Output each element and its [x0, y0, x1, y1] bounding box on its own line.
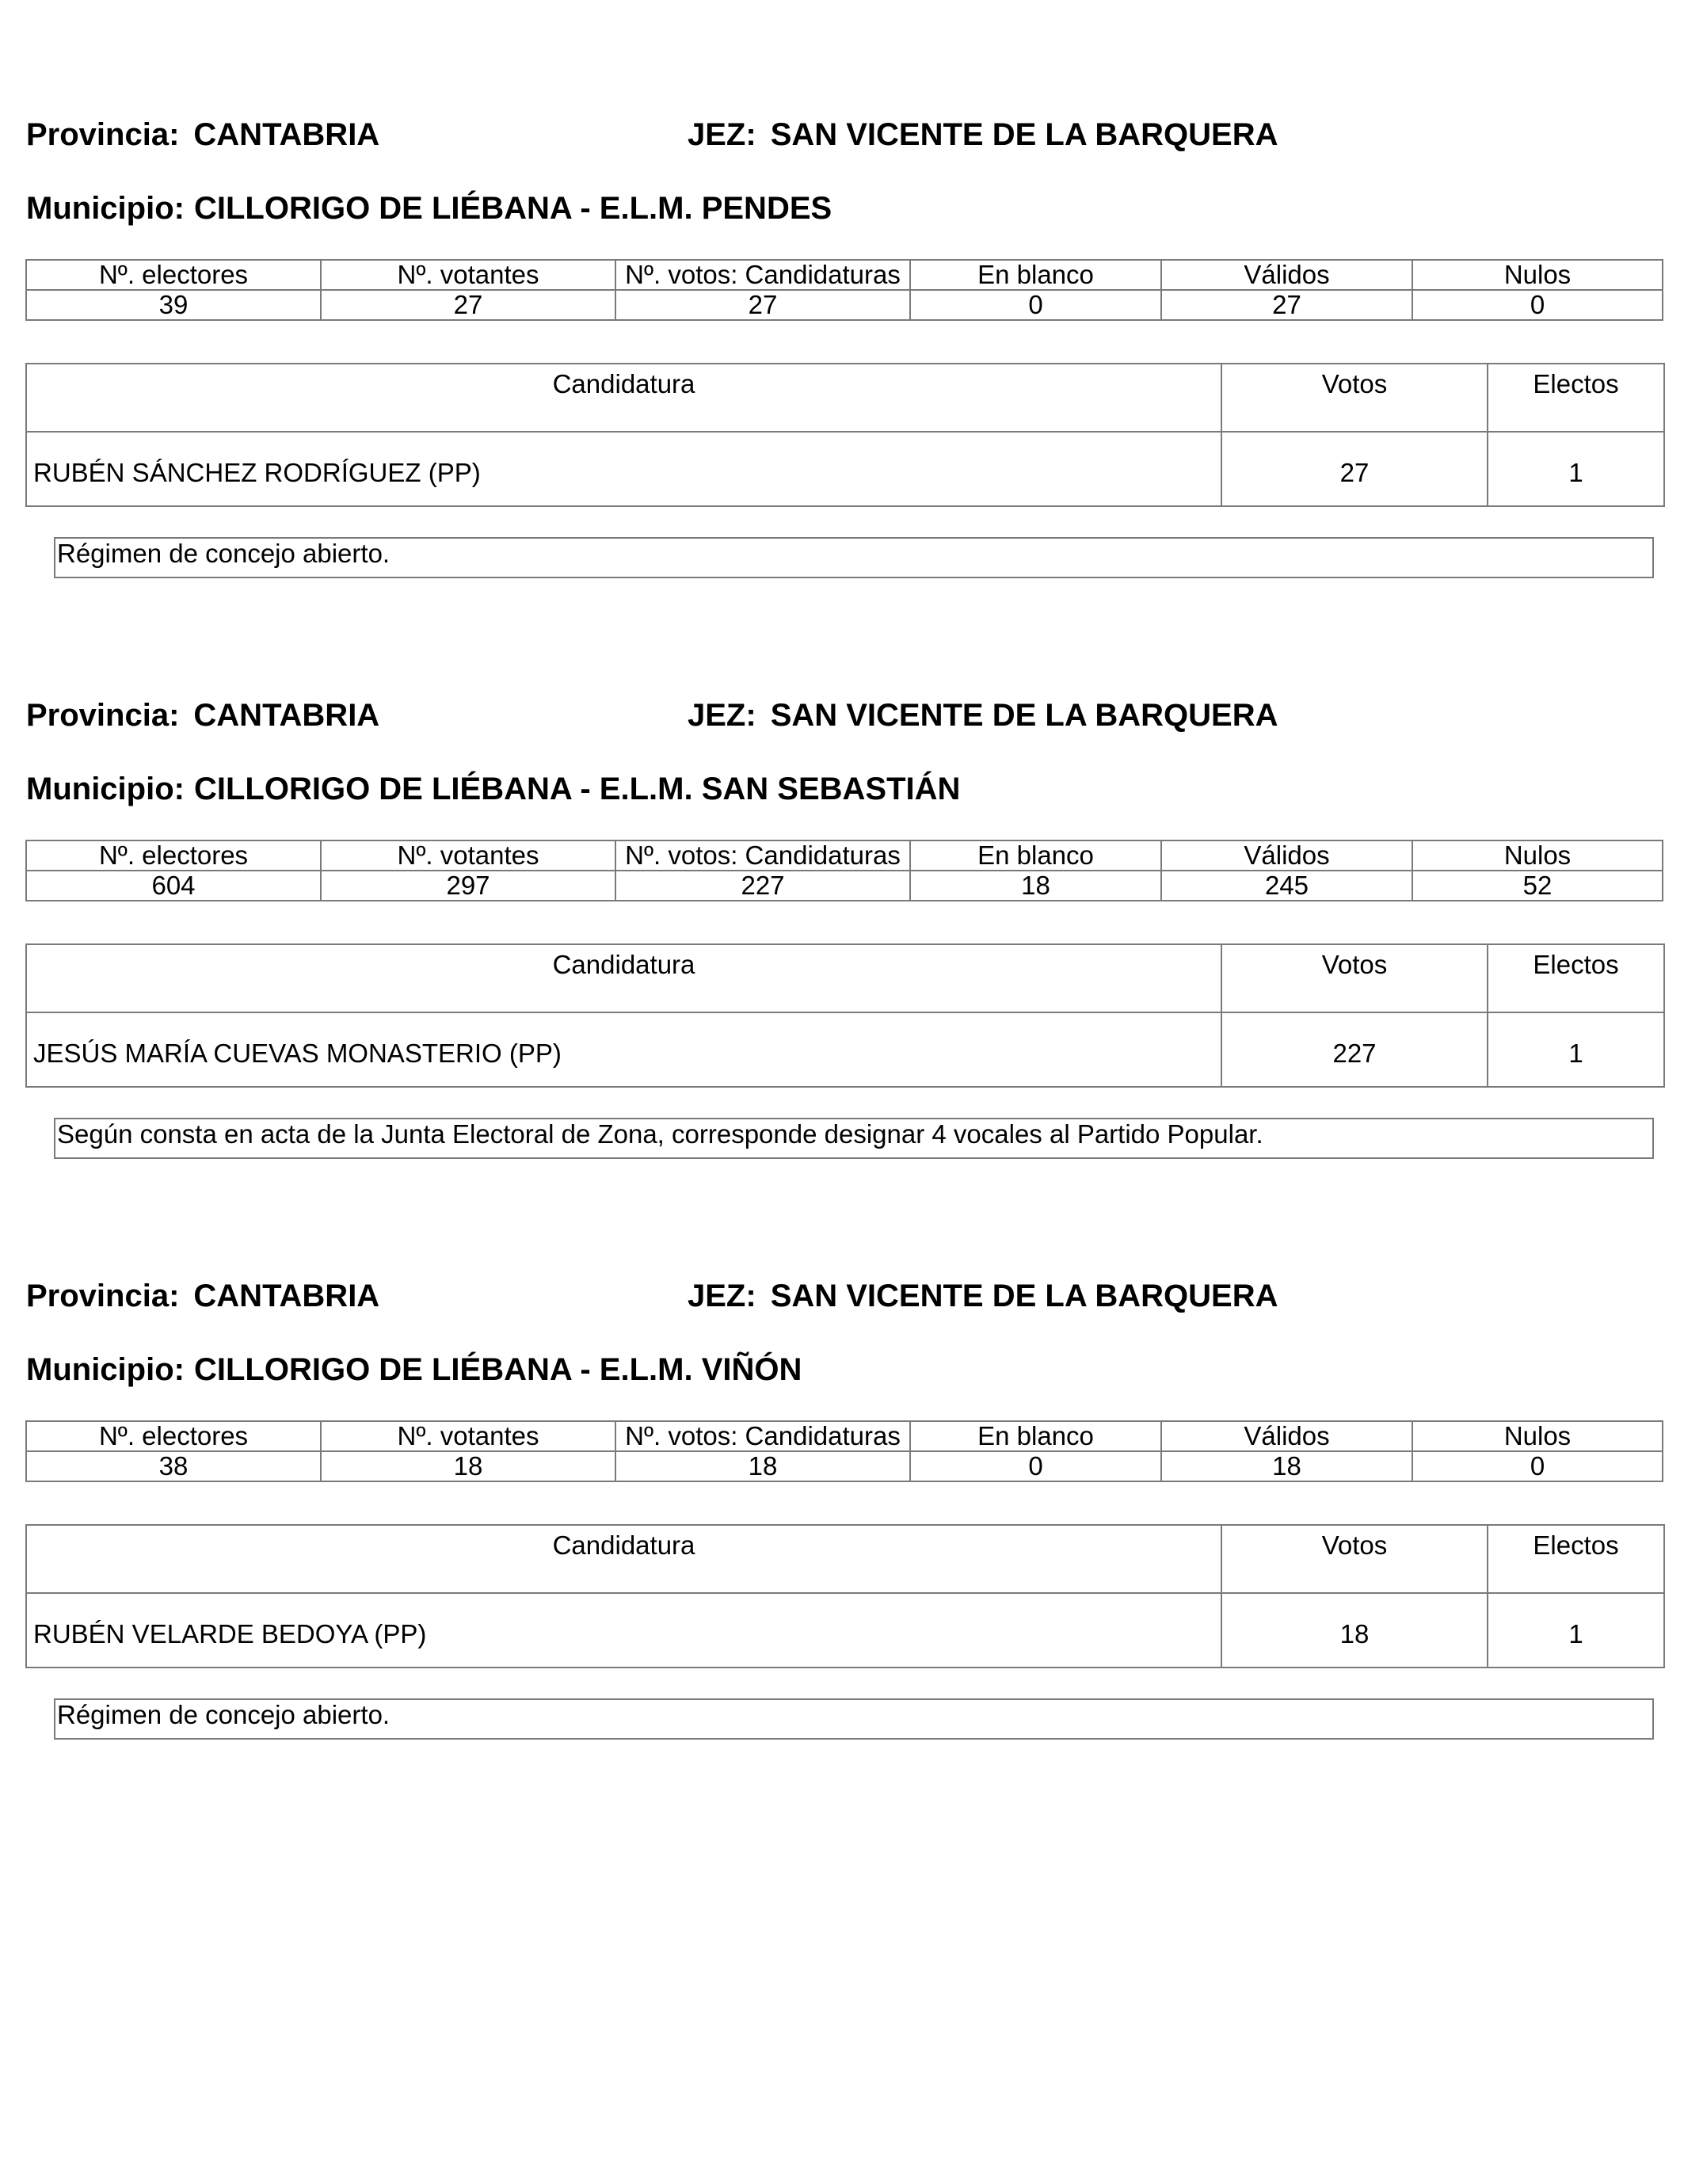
candidates-header-row [26, 944, 1664, 1012]
candidate-votos: 227 [1221, 1012, 1488, 1087]
jez-label: JEZ: [688, 117, 756, 152]
value-votantes: 27 [321, 290, 615, 320]
municipio-value: CILLORIGO DE LIÉBANA - E.L.M. SAN SEBASTIÁN [193, 772, 961, 806]
value-en-blanco: 0 [910, 1451, 1161, 1481]
header-votos: Votos [1221, 1525, 1488, 1593]
candidates-table [25, 943, 1665, 1088]
provincia-value: CANTABRIA [193, 1279, 380, 1313]
stats-value-row [26, 871, 1663, 901]
value-votantes: 18 [321, 1451, 615, 1481]
jez-label: JEZ: [688, 1279, 756, 1313]
note-box: Régimen de concejo abierto. [54, 537, 1654, 578]
jez-line [688, 1277, 1278, 1315]
jez-label: JEZ: [688, 698, 756, 733]
provincia-label: Provincia: [26, 1279, 180, 1313]
candidates-table [25, 1524, 1665, 1668]
provincia-line [26, 116, 379, 154]
candidate-row [26, 1593, 1664, 1668]
jez-line [688, 696, 1278, 734]
provincia-value: CANTABRIA [193, 117, 380, 152]
jez-value: SAN VICENTE DE LA BARQUERA [770, 698, 1278, 733]
header-votos-candidaturas: Nº. votos: Candidaturas [615, 1421, 910, 1451]
header-votantes: Nº. votantes [321, 260, 615, 290]
result-section [0, 581, 1684, 1149]
stats-value-row [26, 290, 1663, 320]
header-nulos: Nulos [1412, 1421, 1663, 1451]
note-box: Régimen de concejo abierto. [54, 1698, 1654, 1740]
value-nulos: 52 [1412, 871, 1663, 901]
provincia-value: CANTABRIA [193, 698, 380, 733]
header-nulos: Nulos [1412, 840, 1663, 871]
candidate-electos: 1 [1488, 432, 1664, 506]
header-votantes: Nº. votantes [321, 1421, 615, 1451]
value-en-blanco: 0 [910, 290, 1161, 320]
jez-line [688, 116, 1278, 154]
header-validos: Válidos [1161, 260, 1412, 290]
candidate-electos: 1 [1488, 1012, 1664, 1087]
header-electos: Electos [1488, 944, 1664, 1012]
value-electores: 604 [26, 871, 321, 901]
value-electores: 39 [26, 290, 321, 320]
header-votos: Votos [1221, 944, 1488, 1012]
header-electores: Nº. electores [26, 840, 321, 871]
header-votos: Votos [1221, 364, 1488, 432]
note-box: Según consta en acta de la Junta Electoral de Zona, corresponde designar 4 vocales al Partido Popular. [54, 1118, 1654, 1159]
header-votos-candidaturas: Nº. votos: Candidaturas [615, 840, 910, 871]
header-validos: Válidos [1161, 840, 1412, 871]
result-section [0, 1161, 1684, 1729]
value-electores: 38 [26, 1451, 321, 1481]
stats-header-row [26, 1421, 1663, 1451]
header-en-blanco: En blanco [910, 1421, 1161, 1451]
candidate-name: JESÚS MARÍA CUEVAS MONASTERIO (PP) [26, 1012, 1221, 1087]
municipio-label: Municipio: [26, 1352, 185, 1387]
municipio-label: Municipio: [26, 191, 185, 226]
header-en-blanco: En blanco [910, 260, 1161, 290]
municipio-line [26, 770, 960, 808]
provincia-label: Provincia: [26, 698, 180, 733]
header-en-blanco: En blanco [910, 840, 1161, 871]
value-validos: 27 [1161, 290, 1412, 320]
header-candidatura: Candidatura [26, 1525, 1221, 1593]
municipio-label: Municipio: [26, 772, 185, 806]
stats-table [25, 1420, 1663, 1482]
candidates-table [25, 363, 1665, 507]
municipio-value: CILLORIGO DE LIÉBANA - E.L.M. VIÑÓN [193, 1352, 802, 1387]
value-nulos: 0 [1412, 1451, 1663, 1481]
candidates-header-row [26, 364, 1664, 432]
candidate-name: RUBÉN VELARDE BEDOYA (PP) [26, 1593, 1221, 1668]
stats-table [25, 840, 1663, 901]
candidate-electos: 1 [1488, 1593, 1664, 1668]
value-votantes: 297 [321, 871, 615, 901]
candidate-name: RUBÉN SÁNCHEZ RODRÍGUEZ (PP) [26, 432, 1221, 506]
header-votos-candidaturas: Nº. votos: Candidaturas [615, 260, 910, 290]
value-validos: 245 [1161, 871, 1412, 901]
municipio-value: CILLORIGO DE LIÉBANA - E.L.M. PENDES [193, 191, 832, 226]
provincia-label: Provincia: [26, 117, 180, 152]
header-candidatura: Candidatura [26, 944, 1221, 1012]
stats-header-row [26, 840, 1663, 871]
jez-value: SAN VICENTE DE LA BARQUERA [770, 117, 1278, 152]
header-electores: Nº. electores [26, 1421, 321, 1451]
value-votos-candidaturas: 27 [615, 290, 910, 320]
result-section [0, 0, 1684, 568]
value-votos-candidaturas: 18 [615, 1451, 910, 1481]
header-electos: Electos [1488, 364, 1664, 432]
header-candidatura: Candidatura [26, 364, 1221, 432]
header-electores: Nº. electores [26, 260, 321, 290]
candidate-row [26, 1012, 1664, 1087]
municipio-line [26, 189, 832, 227]
value-votos-candidaturas: 227 [615, 871, 910, 901]
jez-value: SAN VICENTE DE LA BARQUERA [770, 1279, 1278, 1313]
stats-table [25, 259, 1663, 321]
candidates-header-row [26, 1525, 1664, 1593]
candidate-votos: 27 [1221, 432, 1488, 506]
header-validos: Válidos [1161, 1421, 1412, 1451]
header-nulos: Nulos [1412, 260, 1663, 290]
stats-value-row [26, 1451, 1663, 1481]
value-validos: 18 [1161, 1451, 1412, 1481]
municipio-line [26, 1351, 802, 1389]
candidate-votos: 18 [1221, 1593, 1488, 1668]
value-en-blanco: 18 [910, 871, 1161, 901]
provincia-line [26, 696, 379, 734]
candidate-row [26, 432, 1664, 506]
value-nulos: 0 [1412, 290, 1663, 320]
header-votantes: Nº. votantes [321, 840, 615, 871]
stats-header-row [26, 260, 1663, 290]
provincia-line [26, 1277, 379, 1315]
header-electos: Electos [1488, 1525, 1664, 1593]
